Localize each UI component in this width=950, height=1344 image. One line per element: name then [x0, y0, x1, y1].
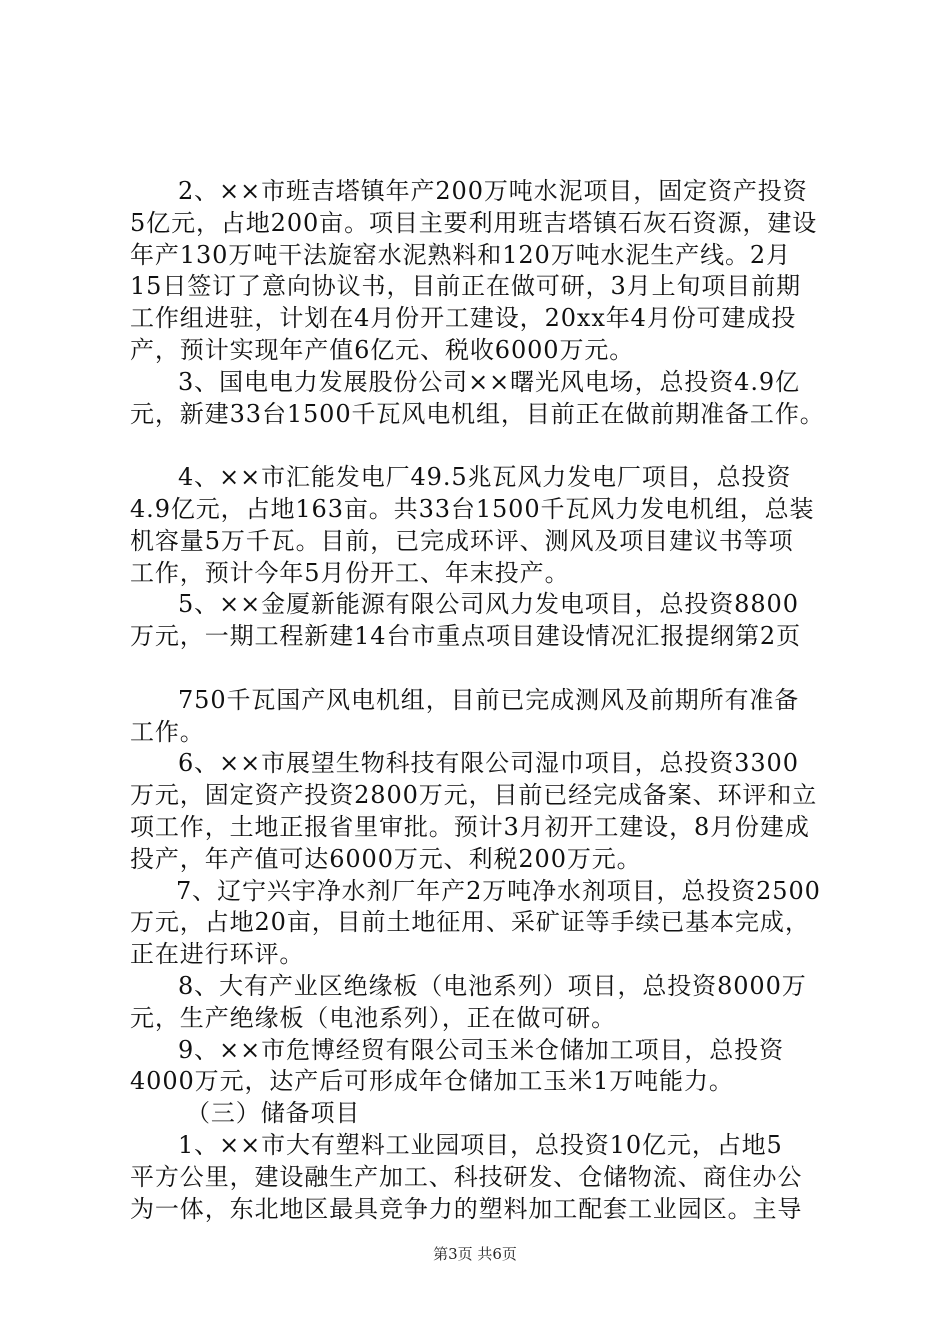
paragraph-line: 4、××市汇能发电厂49.5兆瓦风力发电厂项目，总投资 [178, 463, 792, 492]
paragraph-line: 9、××市危博经贸有限公司玉米仓储加工项目，总投资 [178, 1035, 784, 1064]
paragraph-line: 2、××市班吉塔镇年产200万吨水泥项目，固定资产投资 [178, 177, 808, 205]
section-heading: （三）储备项目 [186, 1099, 361, 1128]
paragraph-line: 750千瓦国产风电机组，目前已完成测风及前期所有准备 [178, 685, 800, 714]
paragraph-line: 工作，预计今年5月份开工、年末投产。 [130, 558, 570, 587]
paragraph-line: 工作。 [130, 717, 205, 746]
paragraph-line: 年产130万吨干法旋窑水泥熟料和120万吨水泥生产线。2月 [130, 240, 791, 269]
paragraph-line: 元，生产绝缘板（电池系列），正在做可研。 [130, 1003, 616, 1032]
paragraph-line: 7、辽宁兴宇净水剂厂年产2万吨净水剂项目，总投资2500 [176, 876, 821, 905]
paragraph-line: 万元，固定资产投资2800万元，目前已经完成备案、环评和立 [130, 781, 818, 810]
paragraph-line: 4.9亿元，占地163亩。共33台1500千瓦风力发电机组，总装 [130, 494, 815, 523]
paragraph-line: 4000万元，达产后可形成年仓储加工玉米1万吨能力。 [130, 1067, 734, 1096]
paragraph-line: 3、国电电力发展股份公司××曙光风电场，总投资4.9亿 [178, 367, 800, 396]
paragraph-line: 为一体，东北地区最具竞争力的塑料加工配套工业园区。主导 [130, 1194, 803, 1223]
paragraph-line: 5亿元，占地200亩。项目主要利用班吉塔镇石灰石资源，建设 [130, 208, 818, 237]
paragraph-line: 8、大有产业区绝缘板（电池系列）项目，总投资8000万 [178, 971, 807, 1000]
paragraph-line: 工作组进驻，计划在4月份开工建设，20xx年4月份可建成投 [130, 304, 797, 333]
paragraph-line: 6、××市展望生物科技有限公司湿巾项目，总投资3300 [178, 749, 799, 778]
document-body [130, 176, 850, 1225]
paragraph-line: 平方公里，建设融生产加工、科技研发、仓储物流、商住办公 [130, 1162, 803, 1191]
paragraph-line: 15日签订了意向协议书，目前正在做可研，3月上旬项目前期 [130, 272, 802, 301]
paragraph-line: 1、××市大有塑料工业园项目，总投资10亿元，占地5 [178, 1130, 783, 1159]
paragraph-line: 正在进行环评。 [130, 940, 305, 969]
paragraph-line: 投产，年产值可达6000万元、利税200万元。 [130, 844, 642, 873]
paragraph-line: 5、××金厦新能源有限公司风力发电项目，总投资8800 [178, 590, 799, 619]
paragraph-line: 机容量5万千瓦。目前，已完成环评、测风及项目建议书等项 [130, 526, 794, 555]
blank-line [130, 653, 850, 685]
paragraph-line: 万元，占地20亩，目前土地征用、采矿证等手续已基本完成， [130, 908, 810, 937]
paragraph-line: 元，新建33台1500千瓦风电机组，目前正在做前期准备工作。 [130, 399, 825, 428]
paragraph-line: 项工作，土地正报省里审批。预计3月初开工建设，8月份建成 [130, 812, 810, 841]
blank-line [130, 430, 850, 462]
paragraph-line: 产，预计实现年产值6亿元、税收6000万元。 [130, 335, 635, 364]
page-number-footer: 第3页 共6页 [433, 1245, 517, 1263]
paragraph-line: 万元，一期工程新建14台市重点项目建设情况汇报提纲第2页 [130, 622, 802, 651]
